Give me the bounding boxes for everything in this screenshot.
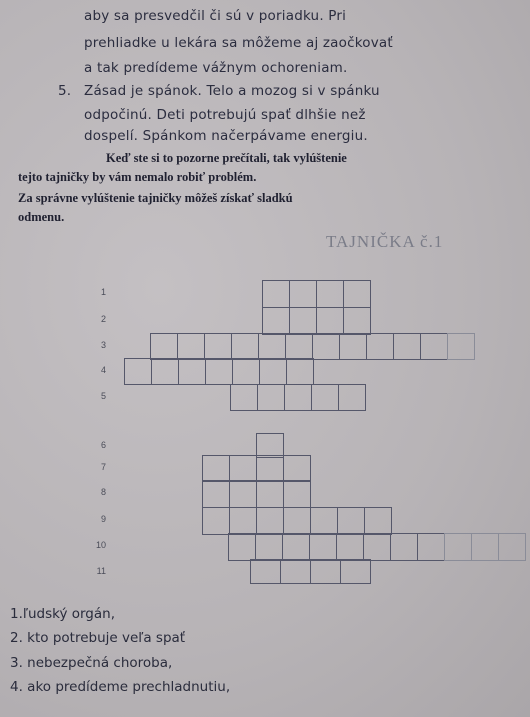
crossword-cell[interactable] <box>150 333 178 360</box>
crossword-cell[interactable] <box>178 358 206 385</box>
crossword-cell[interactable] <box>289 280 317 308</box>
crossword-cell[interactable] <box>283 480 311 508</box>
crossword-cell[interactable] <box>311 384 339 411</box>
question-2: 2. kto potrebuje veľa spať <box>10 630 186 646</box>
question-4: 4. ako predídeme prechladnutiu, <box>10 679 231 695</box>
crossword-cell[interactable] <box>205 358 233 385</box>
crossword-cell[interactable] <box>286 358 314 385</box>
crossword-cell[interactable] <box>393 333 421 360</box>
question-3: 3. nebezpečná choroba, <box>10 655 173 671</box>
crossword-cell[interactable] <box>256 507 284 535</box>
item-5-line-1: Zásad je spánok. Telo a mozog si v spánku <box>84 83 380 99</box>
crossword-cell[interactable] <box>420 333 448 360</box>
intro-line-4: odmenu. <box>18 210 65 224</box>
row-number: 8 <box>100 487 106 497</box>
crossword-cell[interactable] <box>310 559 341 584</box>
crossword-cell[interactable] <box>366 333 394 360</box>
crossword-cell[interactable] <box>256 455 284 482</box>
crossword-cell[interactable] <box>340 559 371 584</box>
crossword-cell[interactable] <box>498 533 526 561</box>
crossword-cell[interactable] <box>316 280 344 308</box>
crossword-cell[interactable] <box>282 533 310 561</box>
crossword-cell[interactable] <box>256 480 284 508</box>
crossword-cell[interactable] <box>151 358 179 385</box>
crossword-cell[interactable] <box>228 533 256 561</box>
crossword-cell[interactable] <box>262 307 290 335</box>
row-number: 6 <box>100 440 106 450</box>
crossword-cell[interactable] <box>309 533 337 561</box>
crossword-cell[interactable] <box>280 559 311 584</box>
item-5-line-2: odpočinú. Deti potrebujú spať dlhšie než <box>84 107 366 123</box>
crossword-cell[interactable] <box>471 533 499 561</box>
crossword-cell[interactable] <box>202 480 230 508</box>
crossword-cell[interactable] <box>229 455 257 482</box>
crossword-cell[interactable] <box>447 333 475 360</box>
crossword-cell[interactable] <box>262 280 290 308</box>
item-5-number: 5. <box>58 83 72 99</box>
question-1: 1.ľudský orgán, <box>10 606 115 622</box>
intro-line-2: tejto tajničky by vám nemalo robiť problém. <box>18 170 257 184</box>
row-number: 10 <box>95 540 106 550</box>
crossword-cell[interactable] <box>289 307 317 335</box>
crossword-cell[interactable] <box>177 333 205 360</box>
crossword-cell[interactable] <box>229 507 257 535</box>
crossword-cell[interactable] <box>202 507 230 535</box>
crossword-cell[interactable] <box>204 333 232 360</box>
row-number: 11 <box>96 566 106 576</box>
crossword-cell[interactable] <box>417 533 445 561</box>
row-number: 9 <box>100 514 106 524</box>
text-line-3: a tak predídeme vážnym ochoreniam. <box>84 60 348 76</box>
row-number: 3 <box>100 340 106 350</box>
crossword-cell[interactable] <box>259 358 287 385</box>
crossword-cell[interactable] <box>255 533 283 561</box>
crossword-cell[interactable] <box>124 358 152 385</box>
crossword-cell[interactable] <box>336 533 364 561</box>
row-number: 7 <box>100 462 106 472</box>
item-5-line-3: dospelí. Spánkom načerpávame energiu. <box>84 128 368 144</box>
crossword-cell[interactable] <box>285 333 313 360</box>
crossword-cell[interactable] <box>364 507 392 535</box>
crossword-cell[interactable] <box>258 333 286 360</box>
text-line-2: prehliadke u lekára sa môžeme aj zaočkovať <box>84 35 393 51</box>
crossword-cell[interactable] <box>283 455 311 482</box>
crossword-cell[interactable] <box>231 333 259 360</box>
crossword-cell[interactable] <box>283 507 311 535</box>
intro-line-3: Za správne vylúštenie tajničky môžeš získať sladkú <box>18 191 293 205</box>
crossword-title: TAJNIČKA č.1 <box>326 232 444 251</box>
crossword-cell[interactable] <box>310 507 338 535</box>
crossword-cell[interactable] <box>316 307 344 335</box>
crossword-cell[interactable] <box>250 559 281 584</box>
crossword-cell[interactable] <box>444 533 472 561</box>
crossword-cell[interactable] <box>312 333 340 360</box>
crossword-cell[interactable] <box>343 280 371 308</box>
crossword-cell[interactable] <box>337 507 365 535</box>
crossword-cell[interactable] <box>390 533 418 561</box>
crossword-cell[interactable] <box>339 333 367 360</box>
row-number: 1 <box>100 287 106 297</box>
crossword-cell[interactable] <box>343 307 371 335</box>
crossword-cell[interactable] <box>229 480 257 508</box>
row-number: 5 <box>100 391 106 401</box>
row-number: 4 <box>100 365 106 375</box>
intro-line-1: Keď ste si to pozorne prečítali, tak vylúštenie <box>106 151 347 165</box>
crossword-cell[interactable] <box>363 533 391 561</box>
crossword-cell[interactable] <box>230 384 258 411</box>
crossword-cell[interactable] <box>284 384 312 411</box>
crossword-cell[interactable] <box>257 384 285 411</box>
text-line-1: aby sa presvedčil či sú v poriadku. Pri <box>84 8 347 24</box>
crossword-cell[interactable] <box>232 358 260 385</box>
crossword-cell[interactable] <box>338 384 366 411</box>
crossword-cell[interactable] <box>202 455 230 482</box>
row-number: 2 <box>100 314 106 324</box>
